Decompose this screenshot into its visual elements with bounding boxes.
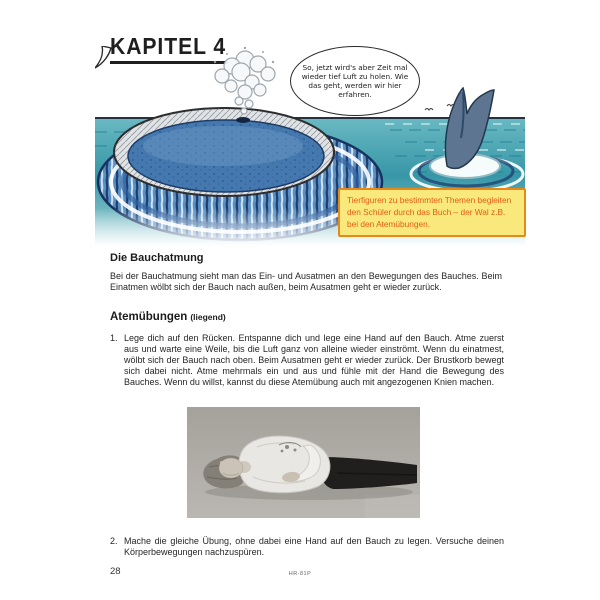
list-item-1 xyxy=(110,333,504,388)
paragraph-bauchatmung: Bei der Bauchatmung sieht man das Ein- und Ausatmen an den Bewegungen des Bauches. Beim Einatmen wölbt sich der Bauch nach außen, beim Ausatmen geht er wieder zurück. xyxy=(110,271,502,292)
list-text: Lege dich auf den Rücken. Entspanne dich und lege eine Hand auf den Bauch. Atme zuerst aus und warte eine Weile, bis die Luft ganz von alleine wieder einströmt. Wenn du einatmest, wölbt sich der Bauch nach oben. Beim Ausatmen geht er wieder zurück. Der Brustkorb bewegt sich dabei nicht. Atme mehrmals ein und aus und fühle mit der Hand die Bewegung des Bauches. Wenn du willst, kannst du diese Atemübung auch mit angezogenen Knien machen. xyxy=(124,333,504,387)
exercise-photo xyxy=(187,407,420,518)
list-number: 1. xyxy=(110,333,118,343)
whale-spout-spray-icon xyxy=(214,47,275,114)
list-number: 2. xyxy=(110,536,118,546)
section-heading-bauchatmung: Die Bauchatmung xyxy=(110,252,204,264)
callout-box: Tierfiguren zu bestimmten Themen begleiten den Schüler durch das Buch – der Wal z.B. bei den Atemübungen. xyxy=(338,188,526,237)
heading-suffix: (liegend) xyxy=(190,312,226,322)
heading-text: Atemübungen xyxy=(110,311,188,323)
list-item-2 xyxy=(110,536,504,558)
list-text: Mache die gleiche Übung, ohne dabei eine Hand auf den Bauch zu legen. Versuche deinen Körperbewegungen nachzuspüren. xyxy=(124,536,504,557)
whale-illustration xyxy=(95,46,525,246)
speech-bubble-tail xyxy=(95,46,115,70)
footer-page-number: 28 xyxy=(110,566,121,577)
footer-code: HR-81P xyxy=(288,571,312,577)
section-heading-atemuebungen xyxy=(110,311,226,323)
speech-bubble: So, jetzt wird's aber Zeit mal wieder tief Luft zu holen. Wie das geht, werden wir hier erfahren. xyxy=(290,46,420,116)
chapter-title: KAPITEL 4 xyxy=(110,33,228,64)
blowhole xyxy=(236,117,250,123)
whale-back xyxy=(114,108,334,196)
